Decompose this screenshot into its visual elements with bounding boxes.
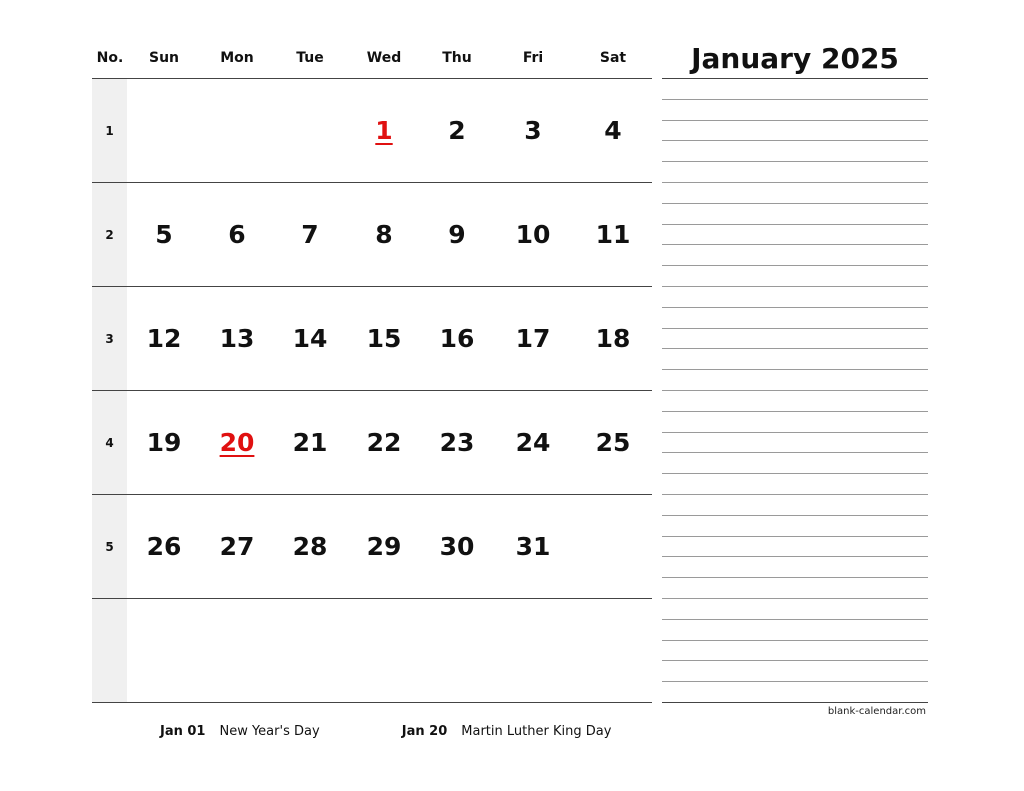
note-line bbox=[662, 536, 928, 537]
day-cell[interactable]: 2 bbox=[448, 116, 466, 145]
holiday-list bbox=[160, 724, 611, 739]
note-line bbox=[662, 619, 928, 620]
note-line bbox=[662, 432, 928, 433]
week-row bbox=[92, 495, 652, 599]
note-line bbox=[662, 640, 928, 641]
day-cell[interactable]: 11 bbox=[595, 220, 631, 249]
week-row bbox=[92, 391, 652, 495]
weekday-fri: Fri bbox=[522, 50, 544, 66]
weekday-tue: Tue bbox=[296, 50, 324, 66]
week-row bbox=[92, 599, 652, 703]
note-line bbox=[662, 390, 928, 391]
day-cell[interactable]: 13 bbox=[219, 324, 255, 353]
week-number: 2 bbox=[105, 228, 114, 242]
note-line bbox=[662, 369, 928, 370]
note-line bbox=[662, 348, 928, 349]
weekday-sat: Sat bbox=[599, 50, 627, 66]
note-line bbox=[662, 577, 928, 578]
day-cell[interactable]: 7 bbox=[301, 220, 319, 249]
day-cell[interactable]: 29 bbox=[366, 532, 402, 561]
note-line bbox=[662, 328, 928, 329]
holiday-date: Jan 20 bbox=[401, 724, 448, 739]
day-cell[interactable]: 10 bbox=[515, 220, 551, 249]
note-line bbox=[662, 286, 928, 287]
note-line bbox=[662, 515, 928, 516]
day-cell[interactable]: 3 bbox=[524, 116, 542, 145]
note-line bbox=[662, 140, 928, 141]
day-cell[interactable]: 31 bbox=[515, 532, 551, 561]
note-line bbox=[662, 494, 928, 495]
month-title: January 2025 bbox=[662, 40, 928, 79]
week-number-header: No. bbox=[96, 50, 124, 66]
holiday-name: Martin Luther King Day bbox=[461, 724, 612, 739]
week-number: 3 bbox=[105, 332, 114, 346]
weekday-sun: Sun bbox=[148, 50, 180, 66]
day-cell[interactable]: 23 bbox=[439, 428, 475, 457]
day-cell[interactable]: 26 bbox=[146, 532, 182, 561]
day-cell[interactable]: 22 bbox=[366, 428, 402, 457]
day-cell[interactable]: 17 bbox=[515, 324, 551, 353]
note-line bbox=[662, 598, 928, 599]
week-number: 4 bbox=[105, 436, 114, 450]
day-cell[interactable]: 4 bbox=[604, 116, 622, 145]
site-credit: blank-calendar.com bbox=[827, 706, 926, 717]
note-line bbox=[662, 224, 928, 225]
week-row bbox=[92, 287, 652, 391]
note-line bbox=[662, 203, 928, 204]
note-line bbox=[662, 307, 928, 308]
weekday-header bbox=[92, 40, 652, 79]
note-line bbox=[662, 120, 928, 121]
day-cell[interactable]: 21 bbox=[292, 428, 328, 457]
note-line bbox=[662, 265, 928, 266]
note-line bbox=[662, 702, 928, 703]
day-cell[interactable]: 8 bbox=[375, 220, 393, 249]
day-cell[interactable]: 6 bbox=[228, 220, 246, 249]
day-cell[interactable]: 20 bbox=[219, 428, 255, 457]
note-line bbox=[662, 244, 928, 245]
day-cell[interactable]: 14 bbox=[292, 324, 328, 353]
note-line bbox=[662, 99, 928, 100]
note-line bbox=[662, 161, 928, 162]
weekday-wed: Wed bbox=[366, 50, 402, 66]
note-line bbox=[662, 681, 928, 682]
note-line bbox=[662, 182, 928, 183]
note-line bbox=[662, 556, 928, 557]
week-row bbox=[92, 79, 652, 183]
day-cell[interactable]: 15 bbox=[366, 324, 402, 353]
day-cell[interactable]: 28 bbox=[292, 532, 328, 561]
day-cell[interactable]: 5 bbox=[155, 220, 173, 249]
notes-area bbox=[662, 79, 928, 703]
holiday-item bbox=[402, 724, 612, 739]
day-cell[interactable]: 9 bbox=[448, 220, 466, 249]
day-cell[interactable]: 1 bbox=[375, 116, 393, 145]
note-line bbox=[662, 473, 928, 474]
note-line bbox=[662, 660, 928, 661]
holiday-item bbox=[160, 724, 324, 739]
day-cell[interactable]: 12 bbox=[146, 324, 182, 353]
day-cell[interactable]: 27 bbox=[219, 532, 255, 561]
note-line bbox=[662, 411, 928, 412]
day-cell[interactable]: 16 bbox=[439, 324, 475, 353]
week-number: 1 bbox=[105, 124, 114, 138]
week-number: 5 bbox=[105, 540, 114, 554]
note-line bbox=[662, 452, 928, 453]
holiday-date: Jan 01 bbox=[160, 724, 206, 739]
day-cell[interactable]: 24 bbox=[515, 428, 551, 457]
week-row bbox=[92, 183, 652, 287]
holiday-name: New Year's Day bbox=[219, 724, 320, 739]
day-cell[interactable]: 18 bbox=[595, 324, 631, 353]
day-cell[interactable]: 19 bbox=[146, 428, 182, 457]
weekday-mon: Mon bbox=[220, 50, 254, 66]
day-cell[interactable]: 25 bbox=[595, 428, 631, 457]
weekday-thu: Thu bbox=[442, 50, 472, 66]
day-cell[interactable]: 30 bbox=[439, 532, 475, 561]
